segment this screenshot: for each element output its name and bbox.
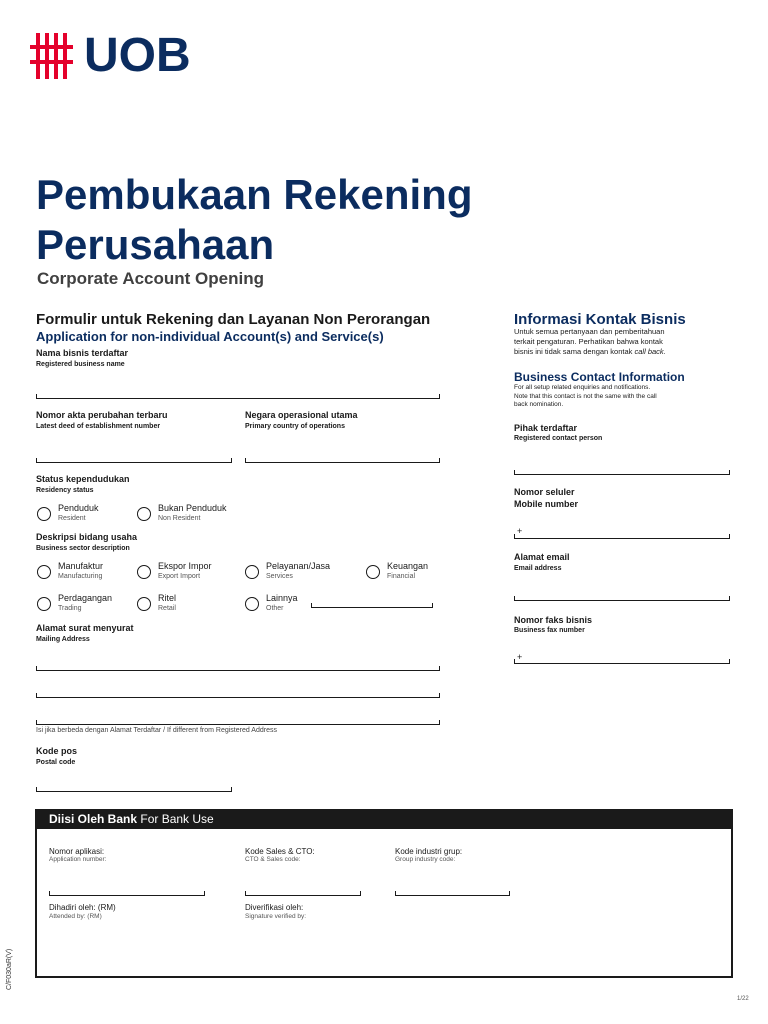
contact-section-title: Informasi Kontak Bisnis: [514, 311, 686, 328]
mobile-prefix: +: [517, 526, 523, 536]
uob-logo-text: UOB: [84, 29, 191, 82]
app-number-label: Nomor aplikasi:: [49, 847, 105, 856]
country-field[interactable]: [245, 462, 440, 463]
sector-other-field[interactable]: [311, 607, 433, 608]
sector-financial-label-en: Financial: [387, 573, 416, 580]
contact-desc-line-3b: call back.: [634, 347, 666, 356]
email-label-en: Email address: [514, 565, 562, 572]
mobile-label-en: Mobile number: [514, 499, 579, 509]
app-number-label-en: Application number:: [49, 856, 107, 863]
bank-use-title: [49, 811, 214, 827]
page-subtitle: Corporate Account Opening: [37, 269, 264, 288]
non-resident-option-label: Bukan Penduduk: [158, 503, 227, 513]
sector-export-import-radio[interactable]: [137, 565, 151, 579]
fax-number-field[interactable]: [514, 663, 730, 664]
group-code-field[interactable]: [395, 895, 510, 896]
contact-person-field[interactable]: [514, 474, 730, 475]
contact-section-desc: [514, 327, 694, 357]
bank-use-title-bold: Diisi Oleh Bank: [49, 812, 138, 826]
fax-label-en: Business fax number: [514, 627, 585, 634]
mobile-label: Nomor seluler: [514, 487, 575, 497]
sector-export-import-label-en: Export Import: [158, 573, 201, 580]
sales-code-label: Kode Sales & CTO:: [245, 847, 315, 856]
contact-person-label: Pihak terdaftar: [514, 423, 578, 433]
residency-label: Status kependudukan: [36, 474, 130, 484]
form-code: C/F030aR(V): [6, 948, 13, 990]
mailing-address-field-3[interactable]: [36, 724, 440, 725]
sector-trading-radio[interactable]: [37, 597, 51, 611]
resident-option-label: Penduduk: [58, 503, 99, 513]
sector-manufacturing-label: Manufaktur: [58, 561, 104, 571]
postal-label-en: Postal code: [36, 759, 76, 766]
sector-manufacturing-radio[interactable]: [37, 565, 51, 579]
contact-section-desc-en: [514, 384, 694, 410]
postal-code-field[interactable]: [36, 791, 232, 792]
form-section-title: Formulir untuk Rekening dan Layanan Non Perorangan: [36, 311, 431, 328]
resident-radio[interactable]: [37, 507, 51, 521]
deed-number-field[interactable]: [36, 462, 232, 463]
mailing-address-field-1[interactable]: [36, 670, 440, 671]
business-name-label: Nama bisnis terdaftar: [36, 348, 129, 358]
non-resident-radio[interactable]: [137, 507, 151, 521]
contact-desc-en-line-3: back nomination.: [514, 401, 564, 408]
app-number-field[interactable]: [49, 895, 205, 896]
non-resident-option-label-en: Non Resident: [158, 515, 201, 522]
sector-financial-label: Keuangan: [387, 561, 429, 571]
contact-section-title-en: Business Contact Information: [514, 370, 685, 384]
sector-financial-radio[interactable]: [366, 565, 380, 579]
page-number: 1/22: [737, 996, 749, 1002]
group-code-label: Kode industri grup:: [395, 847, 463, 856]
email-field[interactable]: [514, 600, 730, 601]
sector-other-label-en: Other: [266, 605, 284, 612]
sector-label: Deskripsi bidang usaha: [36, 532, 138, 542]
mailing-note: Isi jika berbeda dengan Alamat Terdaftar / If different from Registered Address: [36, 727, 277, 734]
contact-desc-line-1: Untuk semua pertanyaan dan pemberitahuan: [514, 327, 665, 336]
sector-services-radio[interactable]: [245, 565, 259, 579]
sector-services-label: Pelayanan/Jasa: [266, 561, 331, 571]
email-label: Alamat email: [514, 552, 570, 562]
sales-code-label-en: CTO & Sales code:: [245, 856, 301, 863]
country-label: Negara operasional utama: [245, 410, 358, 420]
group-code-label-en: Group industry code:: [395, 856, 456, 863]
business-name-label-en: Registered business name: [36, 361, 125, 368]
bank-use-box: [35, 809, 733, 978]
contact-desc-en-line-1: For all setup related enquiries and notifications.: [514, 384, 651, 391]
mailing-label: Alamat surat menyurat: [36, 623, 134, 633]
sector-trading-label-en: Trading: [58, 605, 82, 612]
residency-label-en: Residency status: [36, 487, 94, 494]
contact-desc-line-2: terkait pengaturan. Perhatikan bahwa kontak: [514, 337, 663, 346]
country-label-en: Primary country of operations: [245, 423, 345, 430]
contact-person-label-en: Registered contact person: [514, 435, 603, 442]
sector-other-label: Lainnya: [266, 593, 298, 603]
sector-retail-radio[interactable]: [137, 597, 151, 611]
deed-label: Nomor akta perubahan terbaru: [36, 410, 168, 420]
contact-desc-line-3a: bisnis ini tidak sama dengan kontak: [514, 347, 635, 356]
verified-by-label: Diverifikasi oleh:: [245, 903, 304, 912]
sector-retail-label: Ritel: [158, 593, 177, 603]
deed-label-en: Latest deed of establishment number: [36, 423, 161, 430]
verified-by-label-en: Signature verified by:: [245, 913, 307, 920]
fax-label: Nomor faks bisnis: [514, 615, 593, 625]
postal-label: Kode pos: [36, 746, 78, 756]
sector-retail-label-en: Retail: [158, 605, 176, 612]
page-title-line1: Pembukaan Rekening: [36, 171, 473, 218]
fax-prefix: +: [517, 652, 523, 662]
contact-desc-en-line-2: Note that this contact is not the same with the call: [514, 392, 657, 400]
page-title-line2: Perusahaan: [36, 221, 275, 268]
sector-trading-label: Perdagangan: [58, 593, 113, 603]
sector-services-label-en: Services: [266, 573, 293, 580]
bank-use-title-rest: For Bank Use: [137, 812, 214, 826]
uob-logo-mark-icon: [30, 33, 78, 79]
sector-export-import-label: Ekspor Impor: [158, 561, 212, 571]
sector-other-radio[interactable]: [245, 597, 259, 611]
sector-label-en: Business sector description: [36, 545, 130, 552]
attended-by-label-en: Attended by: (RM): [49, 913, 102, 920]
mobile-number-field[interactable]: [514, 538, 730, 539]
attended-by-label: Dihadiri oleh: (RM): [49, 903, 116, 912]
form-section-subtitle: Application for non-individual Account(s) and Service(s): [36, 329, 384, 344]
resident-option-label-en: Resident: [58, 515, 86, 522]
mailing-address-field-2[interactable]: [36, 697, 440, 698]
business-name-field[interactable]: [36, 398, 440, 399]
contact-desc-line-3: [514, 347, 694, 357]
sector-manufacturing-label-en: Manufacturing: [58, 573, 103, 580]
sales-code-field[interactable]: [245, 895, 361, 896]
mailing-label-en: Mailing Address: [36, 636, 90, 643]
